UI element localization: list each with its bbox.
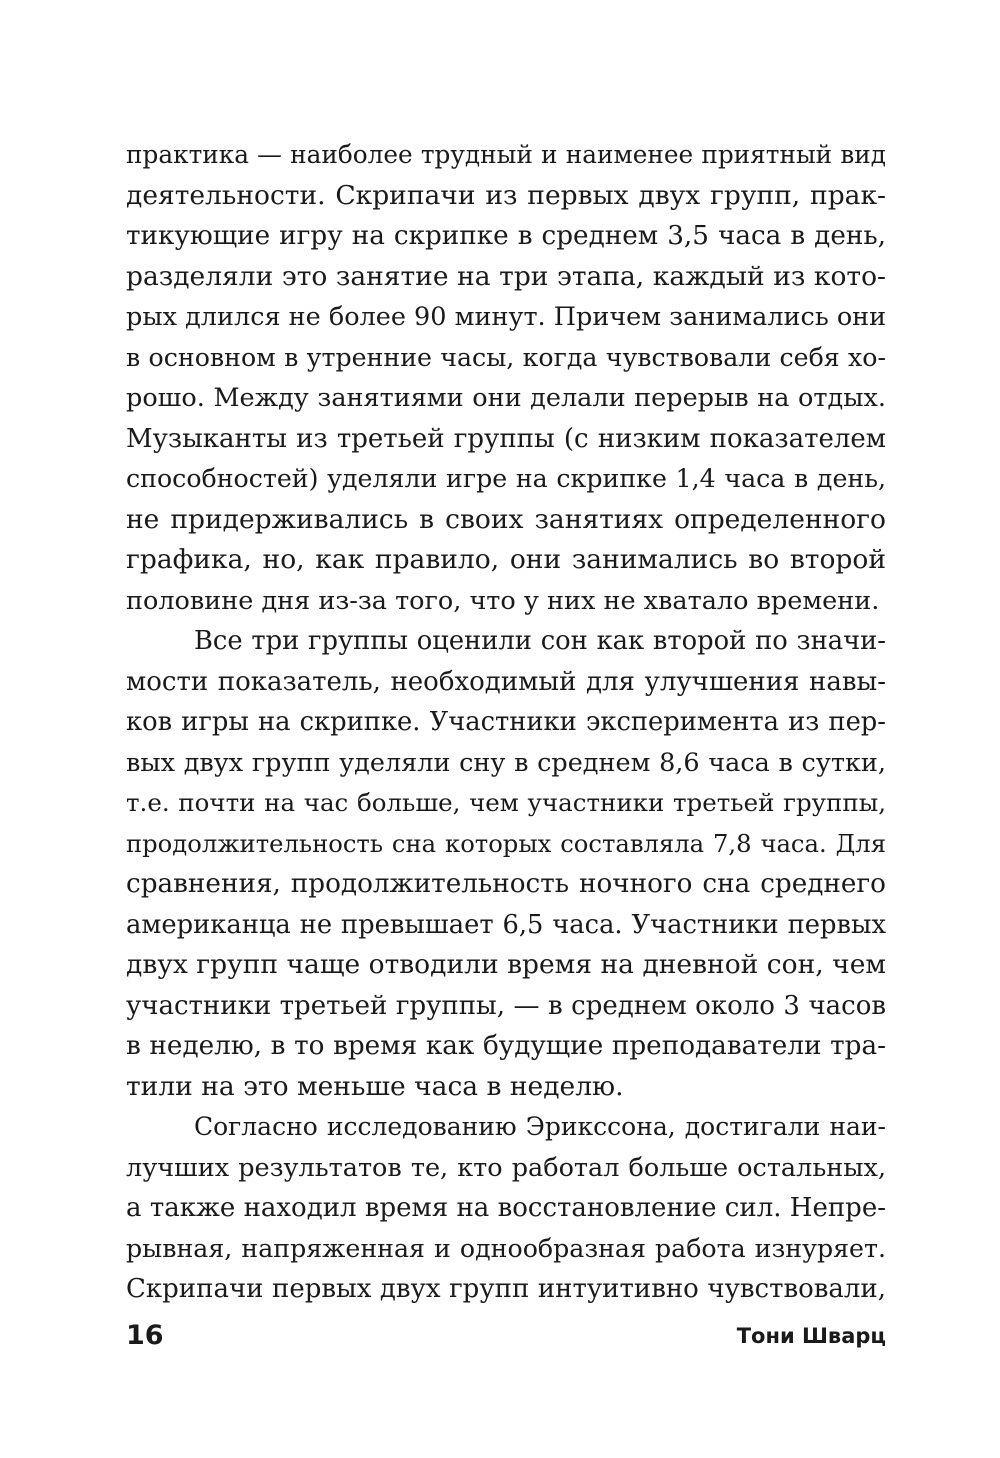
- text-line: мости показатель, необходимый для улучшения навы-: [126, 666, 886, 697]
- text-line: практика — наиболее трудный и наименее приятный вид: [126, 140, 886, 169]
- text-line: вых двух групп уделяли сну в среднем 8,6 часа в сутки,: [126, 747, 886, 778]
- text-line: Музыканты из третьей группы (с низким показателем: [126, 423, 886, 454]
- text-line: участники третьей группы, — в среднем около 3 часов: [126, 990, 886, 1021]
- text-line: рых длился не более 90 минут. Причем занимались они: [126, 302, 887, 332]
- text-line: двух групп чаще отводили время на дневной сон, чем: [126, 949, 886, 980]
- text-line: в основном в утренние часы, когда чувствовали себя хо-: [126, 342, 886, 372]
- text-line: не придерживались в своих занятиях определенного: [126, 503, 886, 535]
- text-line: способностей) уделяли игре на скрипке 1,4 часа в день,: [126, 464, 886, 493]
- text-line: ков игры на скрипке. Участники эксперимента из пер-: [126, 707, 886, 737]
- text-line: разделяли это занятие на три этапа, каждый из кото-: [126, 260, 886, 292]
- text-line: а также находил время на восстановление сил. Непре-: [126, 1193, 886, 1223]
- text-line: графика, но, как правило, они занимались во второй: [126, 544, 886, 575]
- text-line: рошо. Между занятиями они делали перерыв на отдых.: [126, 383, 886, 413]
- paragraph-first-line: Согласно исследованию Эрикссона, достигали наи-: [194, 1112, 886, 1141]
- text-line: сравнения, продолжительность ночного сна среднего: [126, 869, 886, 899]
- paragraph-last-line: тили на это меньше часа в неделю.: [126, 1070, 624, 1102]
- text-line: Скрипачи первых двух групп интуитивно чувствовали,: [126, 1274, 886, 1304]
- text-line: лучших результатов те, кто работал больше остальных,: [126, 1152, 886, 1183]
- text-line: деятельности. Скрипачи из первых двух групп, прак-: [126, 179, 886, 211]
- text-line: в неделю, в то время как будущие преподаватели тра-: [126, 1031, 886, 1061]
- paragraph-first-line: Все три группы оценили сон как второй по значи-: [194, 626, 886, 656]
- text-line: т.е. почти на час больше, чем участники третьей группы,: [126, 788, 886, 817]
- running-author: Тони Шварц: [736, 1324, 886, 1348]
- text-line: продолжительность сна которых составляла 7,8 часа. Для: [126, 828, 886, 858]
- text-line: американца не превышает 6,5 часа. Участники первых: [126, 909, 886, 940]
- page-number: 16: [126, 1320, 164, 1351]
- page-footer: [126, 1318, 886, 1354]
- body-text: [126, 135, 887, 1304]
- text-line: тикующие игру на скрипке в среднем 3,5 часа в день,: [126, 221, 886, 251]
- paragraph-last-line: половине дня из-за того, что у них не хватало времени.: [126, 585, 880, 616]
- text-line: рывная, напряженная и однообразная работа изнуряет.: [126, 1233, 886, 1263]
